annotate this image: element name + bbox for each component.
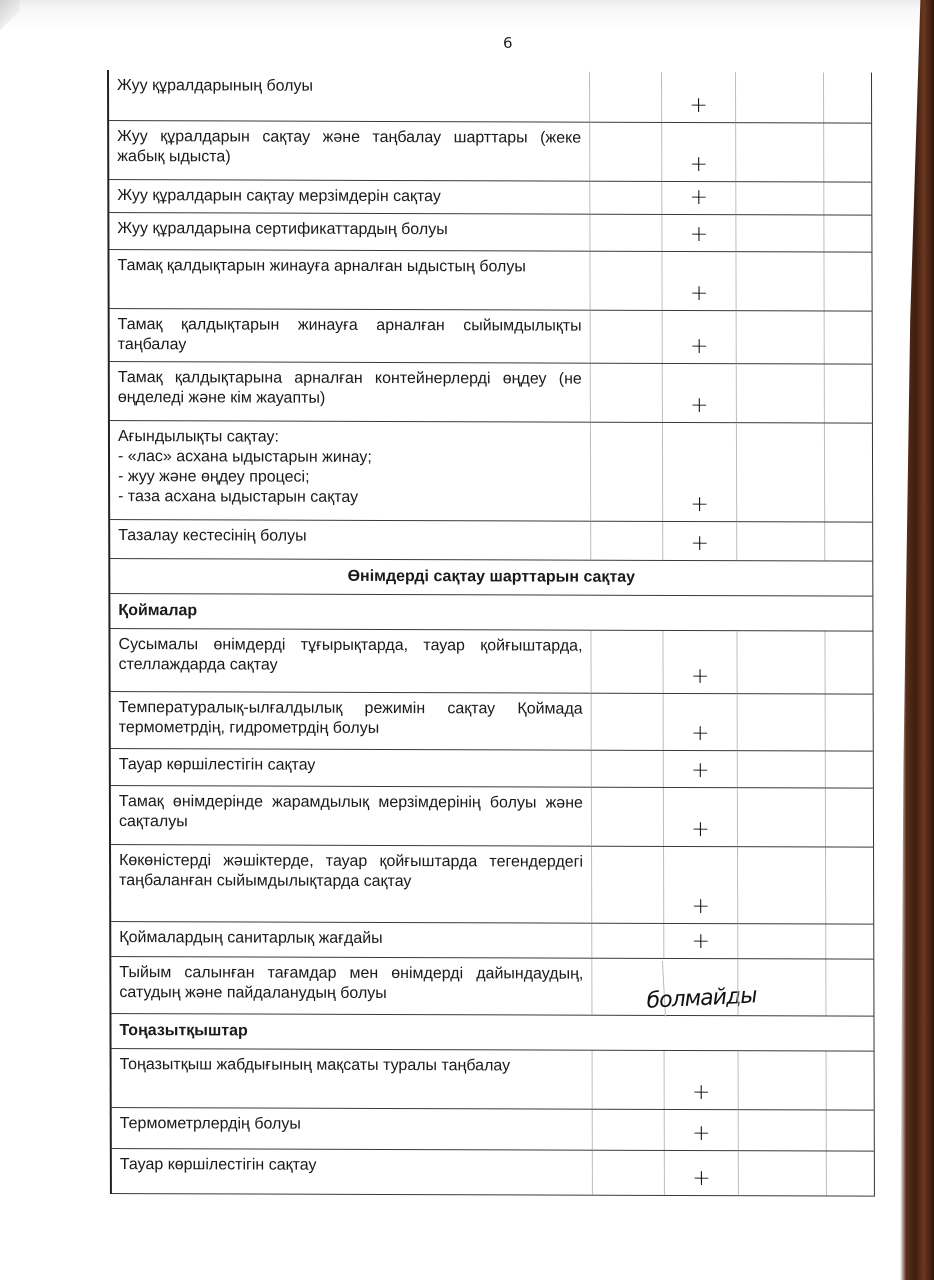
empty-cell bbox=[825, 695, 873, 751]
check-mark: + bbox=[664, 1051, 738, 1109]
empty-cell bbox=[737, 924, 825, 958]
requirement-text: Тазалау кестесінің болуы bbox=[118, 527, 307, 545]
checklist-row bbox=[111, 922, 873, 960]
empty-cell bbox=[591, 847, 663, 923]
empty-cell bbox=[737, 694, 825, 750]
empty-cell bbox=[826, 1052, 874, 1110]
empty-cell bbox=[826, 1111, 874, 1151]
checklist-row bbox=[110, 362, 872, 424]
empty-cell bbox=[825, 752, 873, 788]
empty-cell bbox=[736, 364, 824, 422]
empty-cell bbox=[591, 788, 663, 846]
checklist-row bbox=[112, 1149, 874, 1197]
empty-cell bbox=[737, 959, 825, 1015]
checklist-row bbox=[112, 1108, 874, 1152]
requirement-text: Тамақ қалдықтарына арналған контейнерлерді өңдеу (не өңделеді және кім жауапты) bbox=[117, 369, 582, 407]
check-mark: + bbox=[661, 182, 735, 214]
requirement-text: Тамақ қалдықтарын жинауға арналған сыйымдылықты таңбалау bbox=[117, 316, 582, 354]
checklist-row bbox=[109, 121, 871, 183]
checklist-row bbox=[111, 749, 873, 789]
check-mark: + bbox=[663, 751, 737, 787]
requirement-text: Тоңазытқыш жабдығының мақсаты туралы таңбалау bbox=[119, 1056, 511, 1075]
empty-cell bbox=[735, 123, 823, 181]
empty-cell bbox=[823, 253, 871, 311]
empty-cell bbox=[590, 631, 662, 693]
requirement-text: Жуу құралдарын сақтау және таңбалау шарттары (жеке жабық ыдыста) bbox=[117, 128, 582, 166]
empty-cell bbox=[592, 1110, 664, 1150]
checklist-row bbox=[109, 213, 871, 253]
page-number: 6 bbox=[503, 34, 513, 52]
checklist-row bbox=[112, 1049, 874, 1111]
check-mark: + bbox=[662, 364, 736, 422]
empty-cell bbox=[737, 788, 825, 846]
empty-cell bbox=[736, 423, 824, 521]
empty-cell bbox=[592, 1051, 664, 1109]
empty-cell bbox=[737, 751, 825, 787]
empty-cell bbox=[738, 1151, 826, 1195]
check-mark: + bbox=[661, 252, 735, 310]
requirement-text: Қоймалардың санитарлық жағдайы bbox=[119, 929, 383, 947]
checklist-row bbox=[110, 421, 872, 523]
requirement-text: Термометрлердің болуы bbox=[119, 1115, 301, 1133]
checklist-row bbox=[111, 786, 873, 848]
requirement-text: Сусымалы өнімдерді тұғырықтарда, тауар қойғыштарда, стеллаждарда сақтау bbox=[118, 636, 583, 674]
empty-cell bbox=[735, 215, 823, 251]
empty-cell bbox=[825, 789, 873, 847]
empty-cell bbox=[823, 216, 871, 252]
checklist-row bbox=[110, 309, 872, 365]
refrigerator-rows bbox=[112, 1049, 874, 1197]
empty-cell bbox=[590, 311, 662, 363]
empty-cell bbox=[735, 182, 823, 214]
empty-cell bbox=[824, 312, 872, 364]
checklist-row bbox=[110, 520, 872, 562]
empty-cell bbox=[589, 252, 661, 310]
check-mark: + bbox=[662, 311, 736, 363]
check-mark: + bbox=[662, 631, 736, 693]
check-mark: + bbox=[663, 847, 737, 923]
wood-background bbox=[900, 0, 934, 1280]
empty-cell bbox=[824, 523, 872, 561]
checklist-row bbox=[109, 70, 871, 124]
empty-cell bbox=[736, 522, 824, 560]
empty-cell bbox=[590, 364, 662, 422]
checklist-table bbox=[107, 70, 875, 1197]
check-mark: + bbox=[661, 123, 735, 181]
empty-cell bbox=[823, 183, 871, 215]
empty-cell bbox=[825, 960, 873, 1016]
check-mark: + bbox=[663, 694, 737, 750]
empty-cell bbox=[735, 252, 823, 310]
empty-cell bbox=[824, 365, 872, 423]
requirement-text: Температуралық-ылғалдылық режимін сақтау Қоймада термометрдің, гидрометрдің болуы bbox=[118, 699, 583, 737]
requirement-text: Тауар көршілестігін сақтау bbox=[118, 756, 316, 774]
empty-cell bbox=[590, 423, 662, 521]
checklist-row bbox=[111, 692, 873, 752]
section-header-storage: Өнімдерді сақтау шарттарын сақтау bbox=[110, 559, 872, 597]
empty-cell bbox=[738, 1051, 826, 1109]
empty-cell bbox=[825, 848, 873, 924]
check-mark: + bbox=[663, 788, 737, 846]
requirement-text: Көкөністерді жәшіктерде, тауар қойғыштарда тегендердегі таңбаланған сыйымдылықтарда сақтау bbox=[119, 852, 584, 891]
checklist-row bbox=[110, 629, 872, 695]
warehouse-rows bbox=[110, 629, 873, 1017]
check-mark: + bbox=[661, 72, 735, 122]
empty-cell bbox=[823, 123, 871, 181]
requirement-text: Тамақ өнімдерінде жарамдылық мерзімдерінің болуы және сақталуы bbox=[118, 793, 583, 831]
empty-cell bbox=[737, 847, 825, 923]
empty-cell bbox=[823, 72, 871, 122]
requirement-text: Жуу құралдарын сақтау мерзімдерін сақтау bbox=[117, 187, 441, 206]
requirement-text: Жуу құралдарына сертификаттардың болуы bbox=[117, 220, 448, 239]
empty-cell bbox=[591, 751, 663, 787]
check-mark: + bbox=[664, 1110, 738, 1150]
checklist-row bbox=[109, 250, 871, 312]
empty-cell bbox=[591, 694, 663, 750]
checklist-row bbox=[109, 180, 871, 216]
empty-cell bbox=[589, 123, 661, 181]
check-mark: + bbox=[661, 215, 735, 251]
empty-cell bbox=[735, 72, 823, 122]
empty-cell bbox=[825, 925, 873, 959]
empty-cell bbox=[824, 424, 872, 522]
check-mark: + bbox=[664, 1151, 738, 1195]
empty-cell bbox=[591, 924, 663, 958]
handwritten-note: болмайды bbox=[662, 957, 739, 1017]
empty-cell bbox=[736, 311, 824, 363]
check-mark: + bbox=[662, 522, 736, 560]
empty-cell bbox=[590, 522, 662, 560]
subsection-header-refrigerators: Тоңазытқыштар bbox=[111, 1014, 873, 1052]
empty-cell bbox=[589, 182, 661, 214]
empty-cell bbox=[592, 1151, 664, 1195]
empty-cell bbox=[824, 632, 872, 694]
empty-cell bbox=[826, 1152, 874, 1196]
empty-cell bbox=[736, 631, 824, 693]
subsection-header-warehouses: Қоймалар bbox=[110, 594, 872, 632]
check-mark: + bbox=[662, 423, 736, 521]
checklist-row bbox=[111, 845, 873, 925]
check-mark: + bbox=[663, 924, 737, 958]
empty-cell bbox=[589, 72, 661, 122]
checklist-row bbox=[111, 957, 873, 1017]
empty-cell bbox=[738, 1110, 826, 1150]
requirement-text: Ағындылықты сақтау: - «лас» асхана ыдыстарын жинау; - жуу және өңдеу процесі; - таза асхана ыдыстарын сақтау bbox=[117, 428, 372, 506]
requirement-text: Тыйым салынған тағамдар мен өнімдерді дайындаудың, сатудың және пайдаланудың болуы bbox=[119, 964, 584, 1002]
empty-cell bbox=[589, 215, 661, 251]
hygiene-rows bbox=[109, 70, 872, 562]
requirement-text: Жуу құралдарының болуы bbox=[117, 77, 314, 95]
requirement-text: Тауар көршілестігін сақтау bbox=[119, 1156, 317, 1174]
requirement-text: Тамақ қалдықтарын жинауға арналған ыдыстың болуы bbox=[117, 257, 526, 276]
page-corner bbox=[0, 0, 20, 30]
